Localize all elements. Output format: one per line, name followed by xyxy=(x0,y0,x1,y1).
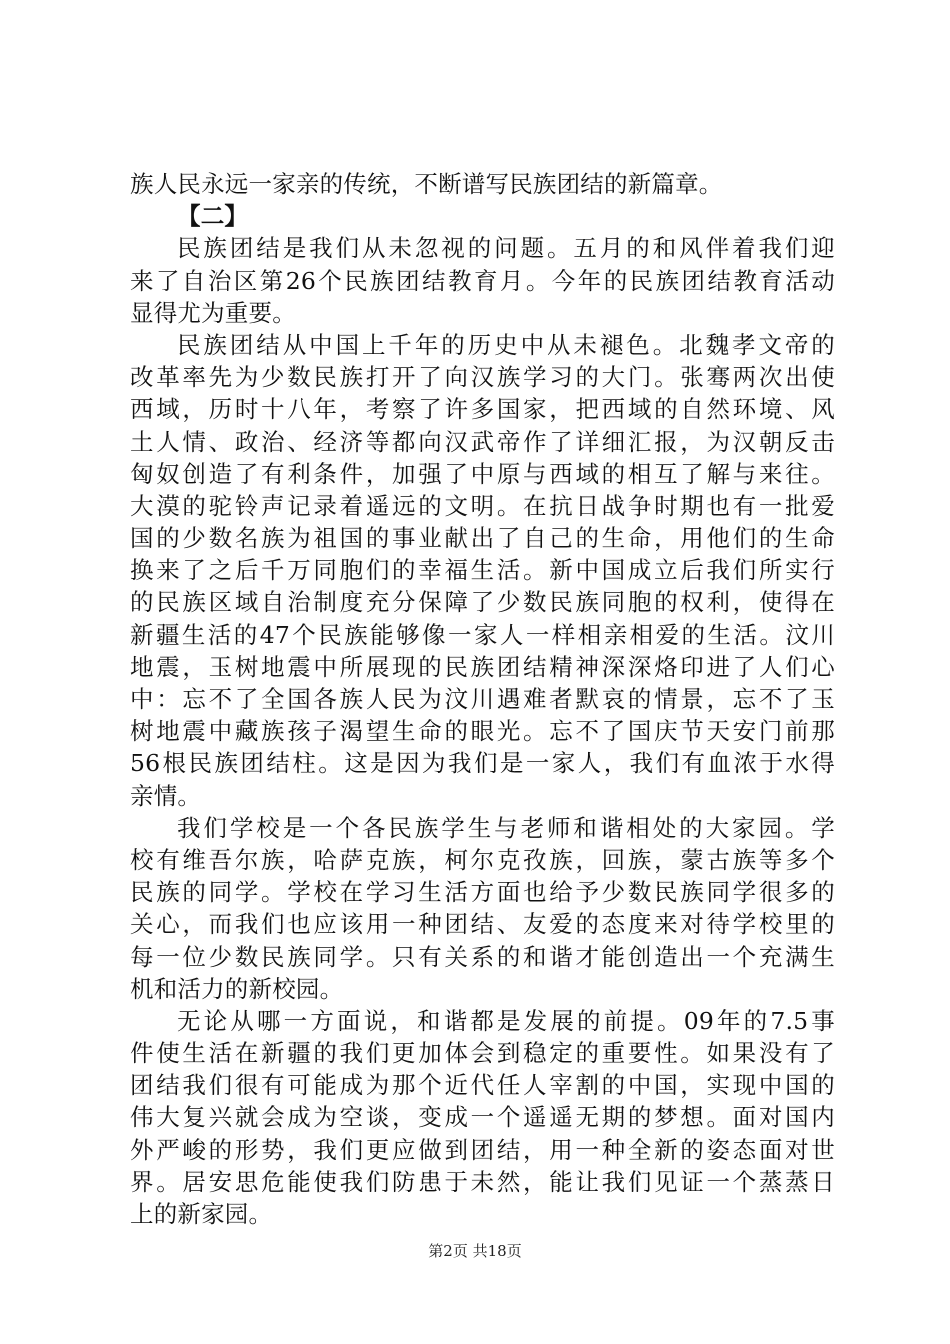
text-line: 校有维吾尔族，哈萨克族，柯尔克孜族，回族，蒙古族等多个 xyxy=(130,845,835,874)
text-line: 无论从哪一方面说，和谐都是发展的前提。09年的7.5事 xyxy=(177,1006,835,1035)
text-line: 地震，玉树地震中所展现的民族团结精神深深烙印进了人们心 xyxy=(130,652,835,681)
text-line: 的民族区域自治制度充分保障了少数民族同胞的权利，使得在 xyxy=(130,588,835,617)
text-line: 56根民族团结柱。这是因为我们是一家人，我们有血浓于水得 xyxy=(130,749,835,778)
text-line: 树地震中藏族孩子渴望生命的眼光。忘不了国庆节天安门前那 xyxy=(130,717,835,746)
text-line: 关心，而我们也应该用一种团结、友爱的态度来对待学校里的 xyxy=(130,910,835,939)
text-line: 伟大复兴就会成为空谈，变成一个遥遥无期的梦想。面对国内 xyxy=(130,1103,835,1132)
text-line: 机和活力的新校园。 xyxy=(130,974,344,1003)
text-line: 民族团结从中国上千年的历史中从未褪色。北魏孝文帝的 xyxy=(177,330,835,359)
text-line: 我们学校是一个各民族学生与老师和谐相处的大家园。学 xyxy=(177,813,835,842)
text-line: 每一位少数民族同学。只有关系的和谐才能创造出一个充满生 xyxy=(130,942,835,971)
text-line: 新疆生活的47个民族能够像一家人一样相亲相爱的生活。汶川 xyxy=(130,620,835,649)
document-body xyxy=(130,168,835,1230)
text-line: 显得尤为重要。 xyxy=(130,298,296,327)
text-line: 大漠的驼铃声记录着遥远的文明。在抗日战争时期也有一批爱 xyxy=(130,491,835,520)
text-line: 民族的同学。学校在学习生活方面也给予少数民族同学很多的 xyxy=(130,878,835,907)
text-line: 上的新家园。 xyxy=(130,1200,273,1228)
text-line: 团结我们很有可能成为那个近代任人宰割的中国，实现中国的 xyxy=(130,1071,835,1100)
text-line: 件使生活在新疆的我们更加体会到稳定的重要性。如果没有了 xyxy=(130,1039,835,1068)
text-line: 西域，历时十八年，考察了许多国家，把西域的自然环境、风 xyxy=(130,395,835,424)
text-line: 匈奴创造了有利条件，加强了中原与西域的相互了解与来往。 xyxy=(130,459,835,488)
text-line: 民族团结是我们从未忽视的问题。五月的和风伴着我们迎 xyxy=(177,234,835,263)
page-number-footer: 第2页 共18页 xyxy=(428,1242,522,1260)
text-line: 外严峻的形势，我们更应做到团结，用一种全新的姿态面对世 xyxy=(130,1135,835,1164)
text-line: 中：忘不了全国各族人民为汶川遇难者默哀的情景，忘不了玉 xyxy=(130,685,835,713)
text-line: 界。居安思危能使我们防患于未然，能让我们见证一个蒸蒸日 xyxy=(130,1167,835,1196)
text-line: 土人情、政治、经济等都向汉武帝作了详细汇报，为汉朝反击 xyxy=(130,427,835,456)
section-heading: 【二】 xyxy=(177,202,249,231)
text-line: 族人民永远一家亲的传统，不断谱写民族团结的新篇章。 xyxy=(130,170,723,198)
text-line: 换来了之后千万同胞们的幸福生活。新中国成立后我们所实行 xyxy=(130,556,835,585)
text-line: 国的少数名族为祖国的事业献出了自己的生命，用他们的生命 xyxy=(130,524,835,553)
text-line: 亲情。 xyxy=(130,781,202,810)
text-line: 改革率先为少数民族打开了向汉族学习的大门。张骞两次出使 xyxy=(130,363,835,392)
text-line: 来了自治区第26个民族团结教育月。今年的民族团结教育活动 xyxy=(130,266,835,295)
